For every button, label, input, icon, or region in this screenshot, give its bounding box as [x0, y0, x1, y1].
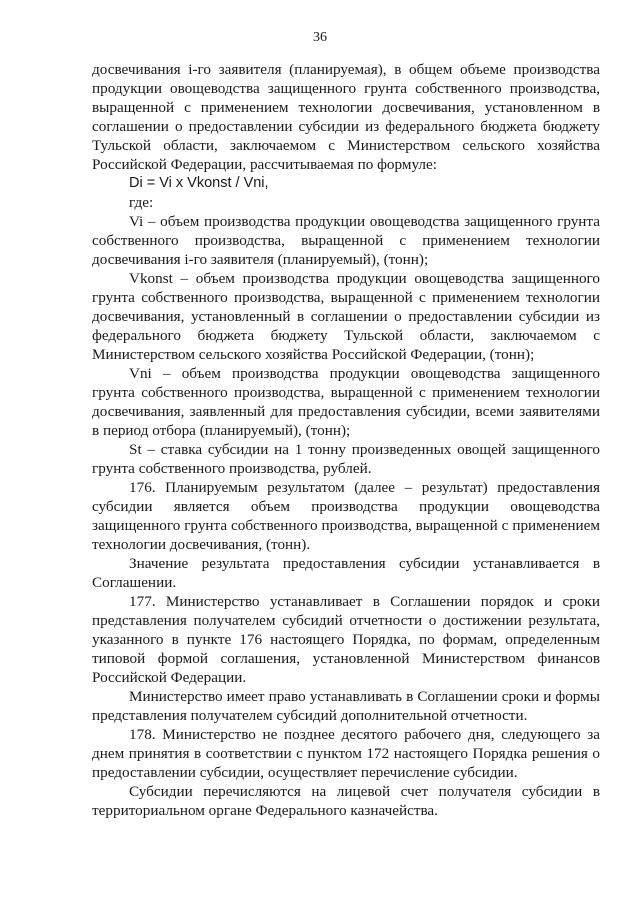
formula: Di = Vi x Vkonst / Vni,	[129, 175, 269, 191]
document-body	[92, 60, 600, 820]
clause-177: 177. Министерство устанавливает в Соглашении порядок и сроки представления получателем субсидий отчетности о достижении результата, указанного в пункте 176 настоящего Порядка, по формам, определенным типовой формой соглашения, установленной Министерством финансов Российской Федерации.	[92, 593, 600, 686]
formula-where: где:	[129, 194, 154, 211]
definition-st: St – ставка субсидии на 1 тонну произведенных овощей защищенного грунта собственного производства, рублей.	[92, 441, 600, 477]
clause-178: 178. Министерство не позднее десятого рабочего дня, следующего за днем принятия в соответствии с пунктом 172 настоящего Порядка решения о предоставлении субсидии, осуществляет перечисление субсидии.	[92, 726, 600, 781]
paragraph-intro: досвечивания i-го заявителя (планируемая), в общем объеме производства продукции овощеводства защищенного грунта собственного производства, выращенной с применением технологии досвечивания, установленном в соглашении о предоставлении субсидии из федерального бюджета бюджету Тульской области, заключаемом с Министерством сельского хозяйства Российской Федерации, рассчитываемая по формуле:	[92, 61, 600, 173]
clause-178-transfer: Субсидии перечисляются на лицевой счет получателя субсидии в территориальном органе Федерального казначейства.	[92, 783, 600, 819]
definition-vi: Vi – объем производства продукции овощеводства защищенного грунта собственного производства, выращенной с применением технологии досвечивания i-го заявителя (планируемый), (тонн);	[92, 213, 600, 268]
clause-176-value: Значение результата предоставления субсидии устанавливается в Соглашении.	[92, 555, 600, 591]
definition-vkonst: Vkonst – объем производства продукции овощеводства защищенного грунта собственного производства, выращенной с применением технологии досвечивания, установленный в соглашении о предоставлении субсидии из федерального бюджета бюджету Тульской области, заключаемом с Министерством сельского хозяйства Российской Федерации, (тонн);	[92, 270, 600, 363]
clause-177-rights: Министерство имеет право устанавливать в Соглашении сроки и формы представления получателем субсидий дополнительной отчетности.	[92, 688, 600, 724]
definition-vni: Vni – объем производства продукции овощеводства защищенного грунта собственного производства, выращенной с применением технологии досвечивания, заявленный для предоставления субсидии, всеми заявителями в период отбора (планируемый), (тонн);	[92, 365, 600, 439]
page-number: 36	[313, 30, 327, 45]
clause-176: 176. Планируемым результатом (далее – результат) предоставления субсидии является объем производства продукции овощеводства защищенного грунта собственного производства, выращенной с применением технологии досвечивания, (тонн).	[92, 479, 600, 553]
